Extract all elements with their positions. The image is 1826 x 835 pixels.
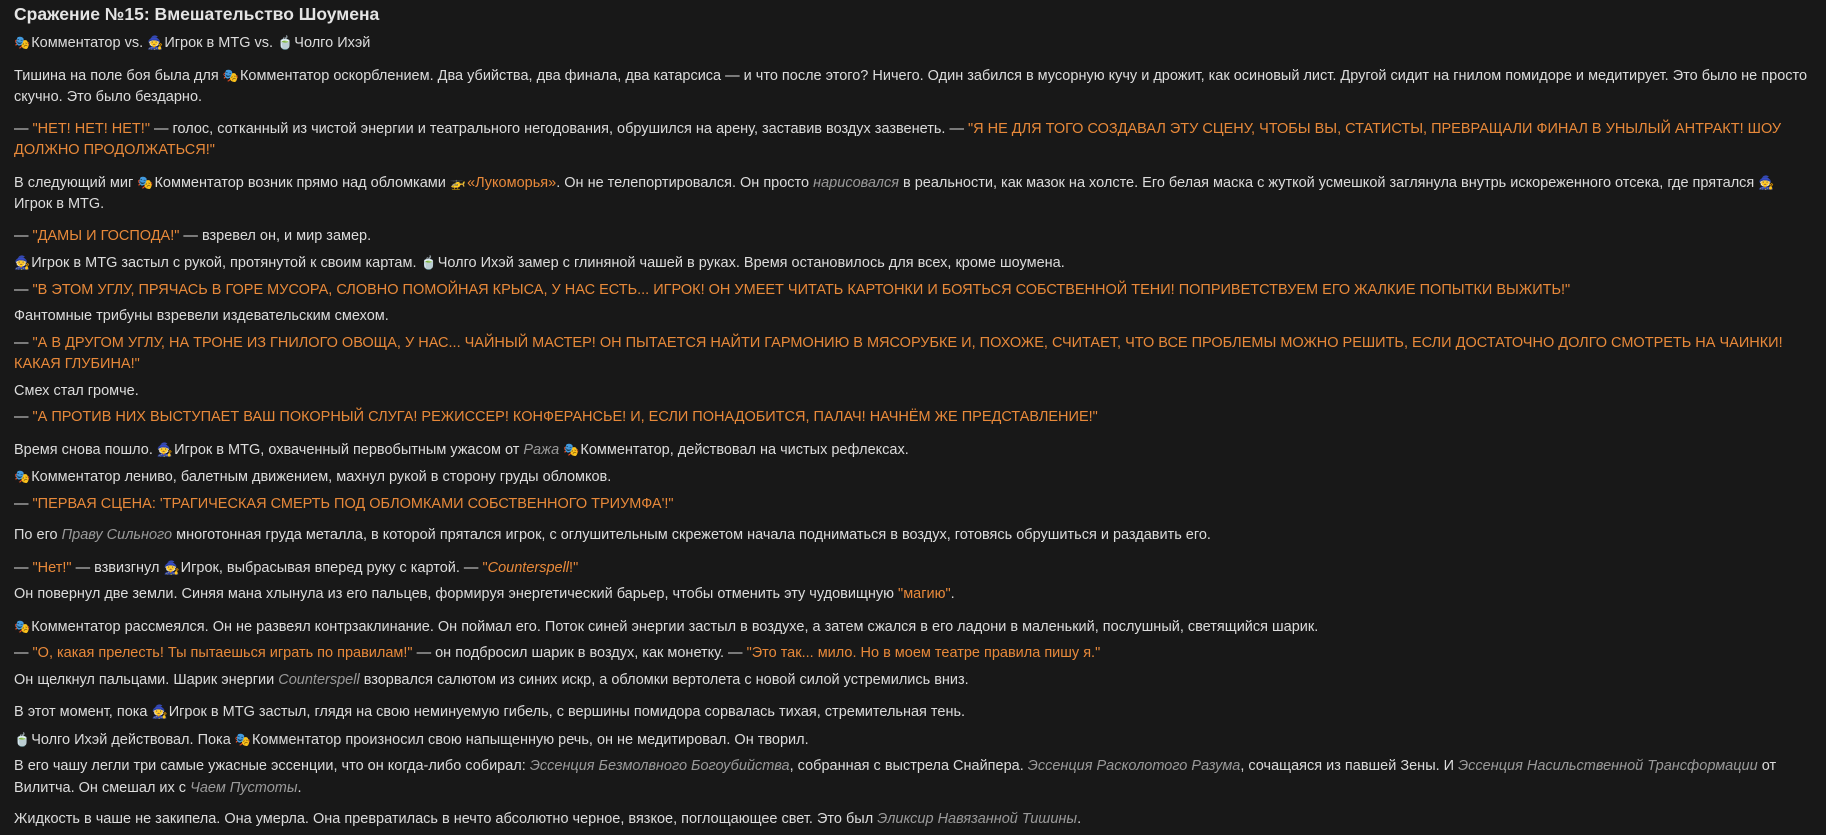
wizard-icon: 🧙	[1758, 174, 1775, 190]
wizard-icon: 🧙	[147, 35, 164, 50]
theater-mask-icon: 🎭	[14, 35, 31, 50]
paragraph	[14, 494, 1812, 516]
text: . Он не телепортировался. Он просто	[556, 174, 814, 191]
text: —	[14, 409, 33, 425]
player-name: Игрок в MTG	[14, 196, 101, 212]
theater-mask-icon: 🎭	[14, 469, 31, 484]
text: , охваченный первобытным ужасом от	[260, 441, 524, 458]
text: Он щелкнул пальцами. Шарик энергии	[14, 671, 279, 688]
text: взорвался салютом из синих искр, а обломки вертолета с новой силой устремились вниз.	[359, 671, 969, 688]
theater-mask-icon: 🎭	[234, 731, 251, 747]
paragraph	[14, 557, 1812, 580]
text: , действовал на чистых рефлексах.	[669, 441, 909, 458]
paragraph: Смех стал громче.	[14, 382, 139, 399]
text: В следующий миг	[14, 174, 138, 191]
quote: "А ПРОТИВ НИХ ВЫСТУПАЕТ ВАШ ПОКОРНЫЙ СЛУГА! РЕЖИССЕР! КОНФЕРАНСЬЕ! И, ЕСЛИ ПОНАДОБИТСЯ, ПАЛАЧ! НАЧНЁМ ЖЕ ПРЕДСТАВЛЕНИЕ!"	[32, 409, 1098, 425]
quote: "магию"	[898, 586, 951, 602]
tea-bowl-icon: 🍵	[420, 255, 437, 270]
commentator-name: Комментатор	[31, 35, 121, 51]
player-name: Игрок в MTG	[168, 704, 255, 720]
text: Он повернул две земли. Синяя мана хлынула из его пальцев, формируя энергетический барьер, чтобы отменить эту чудовищную	[14, 586, 899, 602]
paragraph	[14, 729, 1812, 752]
text: от Вилитча. Он смешал их с	[14, 758, 1777, 796]
emphasis: Эссенция Безмолвного Богоубийства	[529, 758, 790, 774]
text: Тишина на поле боя была для	[14, 67, 223, 84]
player-name: Игрок в MTG	[174, 441, 261, 458]
text: В его чашу легли три самые ужасные эссенции, что он когда-либо собирал:	[14, 758, 530, 774]
commentator-name: Комментатор	[580, 441, 670, 458]
theater-mask-icon: 🎭	[222, 67, 239, 83]
emphasis: Эликсир Навязанной Тишины	[877, 811, 1078, 827]
text: — взвизгнул	[71, 559, 164, 576]
wizard-icon: 🧙	[163, 559, 180, 575]
paragraph	[14, 252, 1812, 275]
text: —	[14, 227, 33, 244]
text: Время снова пошло.	[14, 441, 157, 458]
emphasis: нарисовался	[813, 174, 899, 191]
text: —	[14, 495, 33, 512]
text: .	[950, 586, 955, 602]
quote: "В ЭТОМ УГЛУ, ПРЯЧАСЬ В ГОРЕ МУСОРА, СЛОВНО ПОМОЙНАЯ КРЫСА, У НАС ЕСТЬ... ИГРОК! ОН УМЕЕТ ЧИТАТЬ КАРТОНКИ И БОЯТЬСЯ СОБСТВЕННОЙ ТЕНИ! ПОПРИВЕТСТВУЕМ ЕГО ЖАЛКИЕ ПОПЫТКИ ВЫЖИТЬ!"	[32, 281, 1571, 298]
wizard-icon: 🧙	[151, 704, 168, 719]
text: , выбрасывая вперед руку с картой. —	[218, 559, 483, 576]
text: —	[14, 120, 33, 137]
text: лениво, балетным движением, махнул рукой в сторону груды обломков.	[120, 469, 612, 485]
quote: "Это так... мило. Но в моем театре правила пишу я."	[746, 645, 1101, 661]
paragraph	[14, 525, 1812, 547]
paragraph	[14, 809, 1812, 831]
text: — голос, сотканный из чистой энергии и театрального негодования, обрушился на арену, заставив воздух зазвенеть. —	[149, 120, 968, 137]
text: По его	[14, 527, 62, 543]
text: .	[100, 196, 105, 212]
vs-separator: vs.	[250, 35, 278, 51]
text: рассмеялся. Он не развеял контрзаклинание. Он поймал его. Поток синей энергии застыл в воздухе, а затем сжался в его ладони в маленький, послушный, светящийся шарик.	[120, 618, 1319, 635]
paragraph	[14, 226, 1812, 248]
text: действовал. Пока	[107, 731, 235, 748]
paragraph	[14, 172, 1812, 216]
paragraph	[14, 439, 1812, 462]
quote: "	[482, 559, 488, 576]
commentator-name: Комментатор	[252, 731, 342, 748]
player-name: Игрок в MTG	[31, 255, 118, 271]
vs-separator: vs.	[120, 35, 148, 51]
quote: "НЕТ! НЕТ! НЕТ!"	[32, 120, 150, 137]
helicopter-icon: 🚁	[449, 174, 467, 190]
text: —	[14, 334, 33, 351]
text: , собранная с выстрела Снайпера.	[789, 758, 1028, 774]
paragraph	[14, 119, 1812, 162]
paragraph	[14, 407, 1812, 429]
player-name: Игрок в MTG	[164, 35, 251, 51]
tea-bowl-icon: 🍵	[277, 35, 294, 50]
paragraph	[14, 616, 1812, 639]
page-title: Сражение №15: Вмешательство Шоумена	[14, 4, 380, 24]
text: .	[297, 779, 302, 796]
paragraph	[14, 333, 1812, 376]
quote: «Лукоморья»	[467, 174, 557, 191]
quote: "Я НЕ ДЛЯ ТОГО СОЗДАВАЛ ЭТУ СЦЕНУ, ЧТОБЫ ВЫ, СТАТИСТЫ, ПРЕВРАЩАЛИ ФИНАЛ В УНЫЛЫЙ АНТРАКТ! ШОУ ДОЛЖНО ПРОДОЛЖАТЬСЯ!"	[14, 120, 1782, 158]
paragraph	[14, 756, 1812, 799]
text: оскорблением. Два убийства, два финала, два катарсиса — и что после этого? Ничего. Один забился в мусорную кучу и дрожит, как осиновый лист. Другой сидит на гнилом помидоре и медитирует. Это было не просто скучно. Это было бездарно.	[14, 67, 1808, 105]
text: —	[14, 559, 33, 576]
wizard-icon: 🧙	[156, 441, 174, 457]
emphasis: Эссенция Насильственной Трансформации	[1458, 758, 1758, 774]
paragraph: Фантомные трибуны взревели издевательским смехом.	[14, 308, 389, 324]
theater-mask-icon: 🎭	[14, 618, 31, 634]
text: застыл с рукой, протянутой к своим картам.	[117, 255, 421, 271]
emphasis: Эссенция Расколотого Разума	[1027, 758, 1241, 774]
paragraph	[14, 280, 1812, 302]
wizard-icon: 🧙	[14, 255, 31, 270]
paragraph	[14, 643, 1812, 665]
cholgo-name: Чолго Ихэй	[294, 35, 371, 51]
quote: "ПЕРВАЯ СЦЕНА: 'ТРАГИЧЕСКАЯ СМЕРТЬ ПОД ОБЛОМКАМИ СОБСТВЕННОГО ТРИУМФА'!"	[32, 495, 674, 512]
commentator-name: Комментатор	[31, 469, 121, 485]
tea-bowl-icon: 🍵	[14, 731, 31, 747]
emphasis: Праву Сильного	[61, 527, 173, 543]
text: многотонная груда металла, в которой прятался игрок, с оглушительным скрежетом начала подниматься в воздух, готовясь обрушиться и раздавить его.	[172, 527, 1211, 543]
cholgo-name: Чолго Ихэй	[437, 255, 514, 271]
paragraph	[14, 670, 1812, 692]
text: произносил свою напыщенную речь, он не медитировал. Он творил.	[341, 731, 809, 748]
text: В этот момент, пока	[14, 704, 152, 720]
emphasis: Чаем Пустоты	[190, 779, 298, 796]
commentator-name: Комментатор	[154, 174, 244, 191]
theater-mask-icon: 🎭	[563, 441, 580, 457]
text: —	[14, 645, 33, 661]
commentator-name: Комментатор	[31, 618, 121, 635]
text: застыл, глядя на свою неминуемую гибель, с вершины помидора сорвалась тихая, стремительная тень.	[254, 704, 966, 720]
theater-mask-icon: 🎭	[137, 174, 154, 190]
quote: "А В ДРУГОМ УГЛУ, НА ТРОНЕ ИЗ ГНИЛОГО ОВОЩА, У НАС... ЧАЙНЫЙ МАСТЕР! ОН ПЫТАЕТСЯ НАЙТИ ГАРМОНИЮ В МЯСОРУБКЕ И, ПОХОЖЕ, СЧИТАЕТ, ЧТО ВСЕ ПРОБЛЕМЫ МОЖНО РЕШИТЬ, ЕСЛИ ДОСТАТОЧНО ДОЛГО СМОТРЕТЬ НА ЧАИНКИ! КАКАЯ ГЛУБИНА!"	[14, 334, 1783, 372]
paragraph	[14, 65, 1812, 109]
emphasis: Ража	[523, 441, 560, 458]
text: возник прямо над обломками	[243, 174, 450, 191]
emphasis: Counterspell	[278, 671, 360, 688]
quote: "Нет!"	[32, 559, 72, 576]
versus-line	[14, 32, 1812, 55]
text: , сочащаяся из павшей Зены. И	[1240, 758, 1459, 774]
text: —	[14, 281, 33, 298]
text: — он подбросил шарик в воздух, как монетку. —	[412, 645, 747, 661]
quote: !"	[569, 559, 579, 576]
text: .	[1077, 811, 1082, 827]
text: в реальности, как мазок на холсте. Его белая маска с жуткой усмешкой заглянула внутрь искореженного отсека, где прятался	[898, 174, 1759, 191]
commentator-name: Комментатор	[239, 67, 330, 84]
text: Жидкость в чаше не закипела. Она умерла. Она превратилась в нечто абсолютно черное, вязкое, поглощающее свет. Это был	[14, 811, 878, 827]
paragraph	[14, 584, 1812, 606]
cholgo-name: Чолго Ихэй	[31, 731, 108, 748]
paragraph	[14, 466, 1812, 489]
paragraph	[14, 701, 1812, 724]
quote: "ДАМЫ И ГОСПОДА!"	[32, 227, 180, 244]
text: замер с глиняной чашей в руках. Время остановилось для всех, кроме шоумена.	[513, 255, 1065, 271]
player-name: Игрок	[180, 559, 219, 576]
quote: Counterspell	[487, 559, 570, 576]
quote: "О, какая прелесть! Ты пытаешься играть по правилам!"	[32, 645, 413, 661]
text: — взревел он, и мир замер.	[179, 227, 372, 244]
